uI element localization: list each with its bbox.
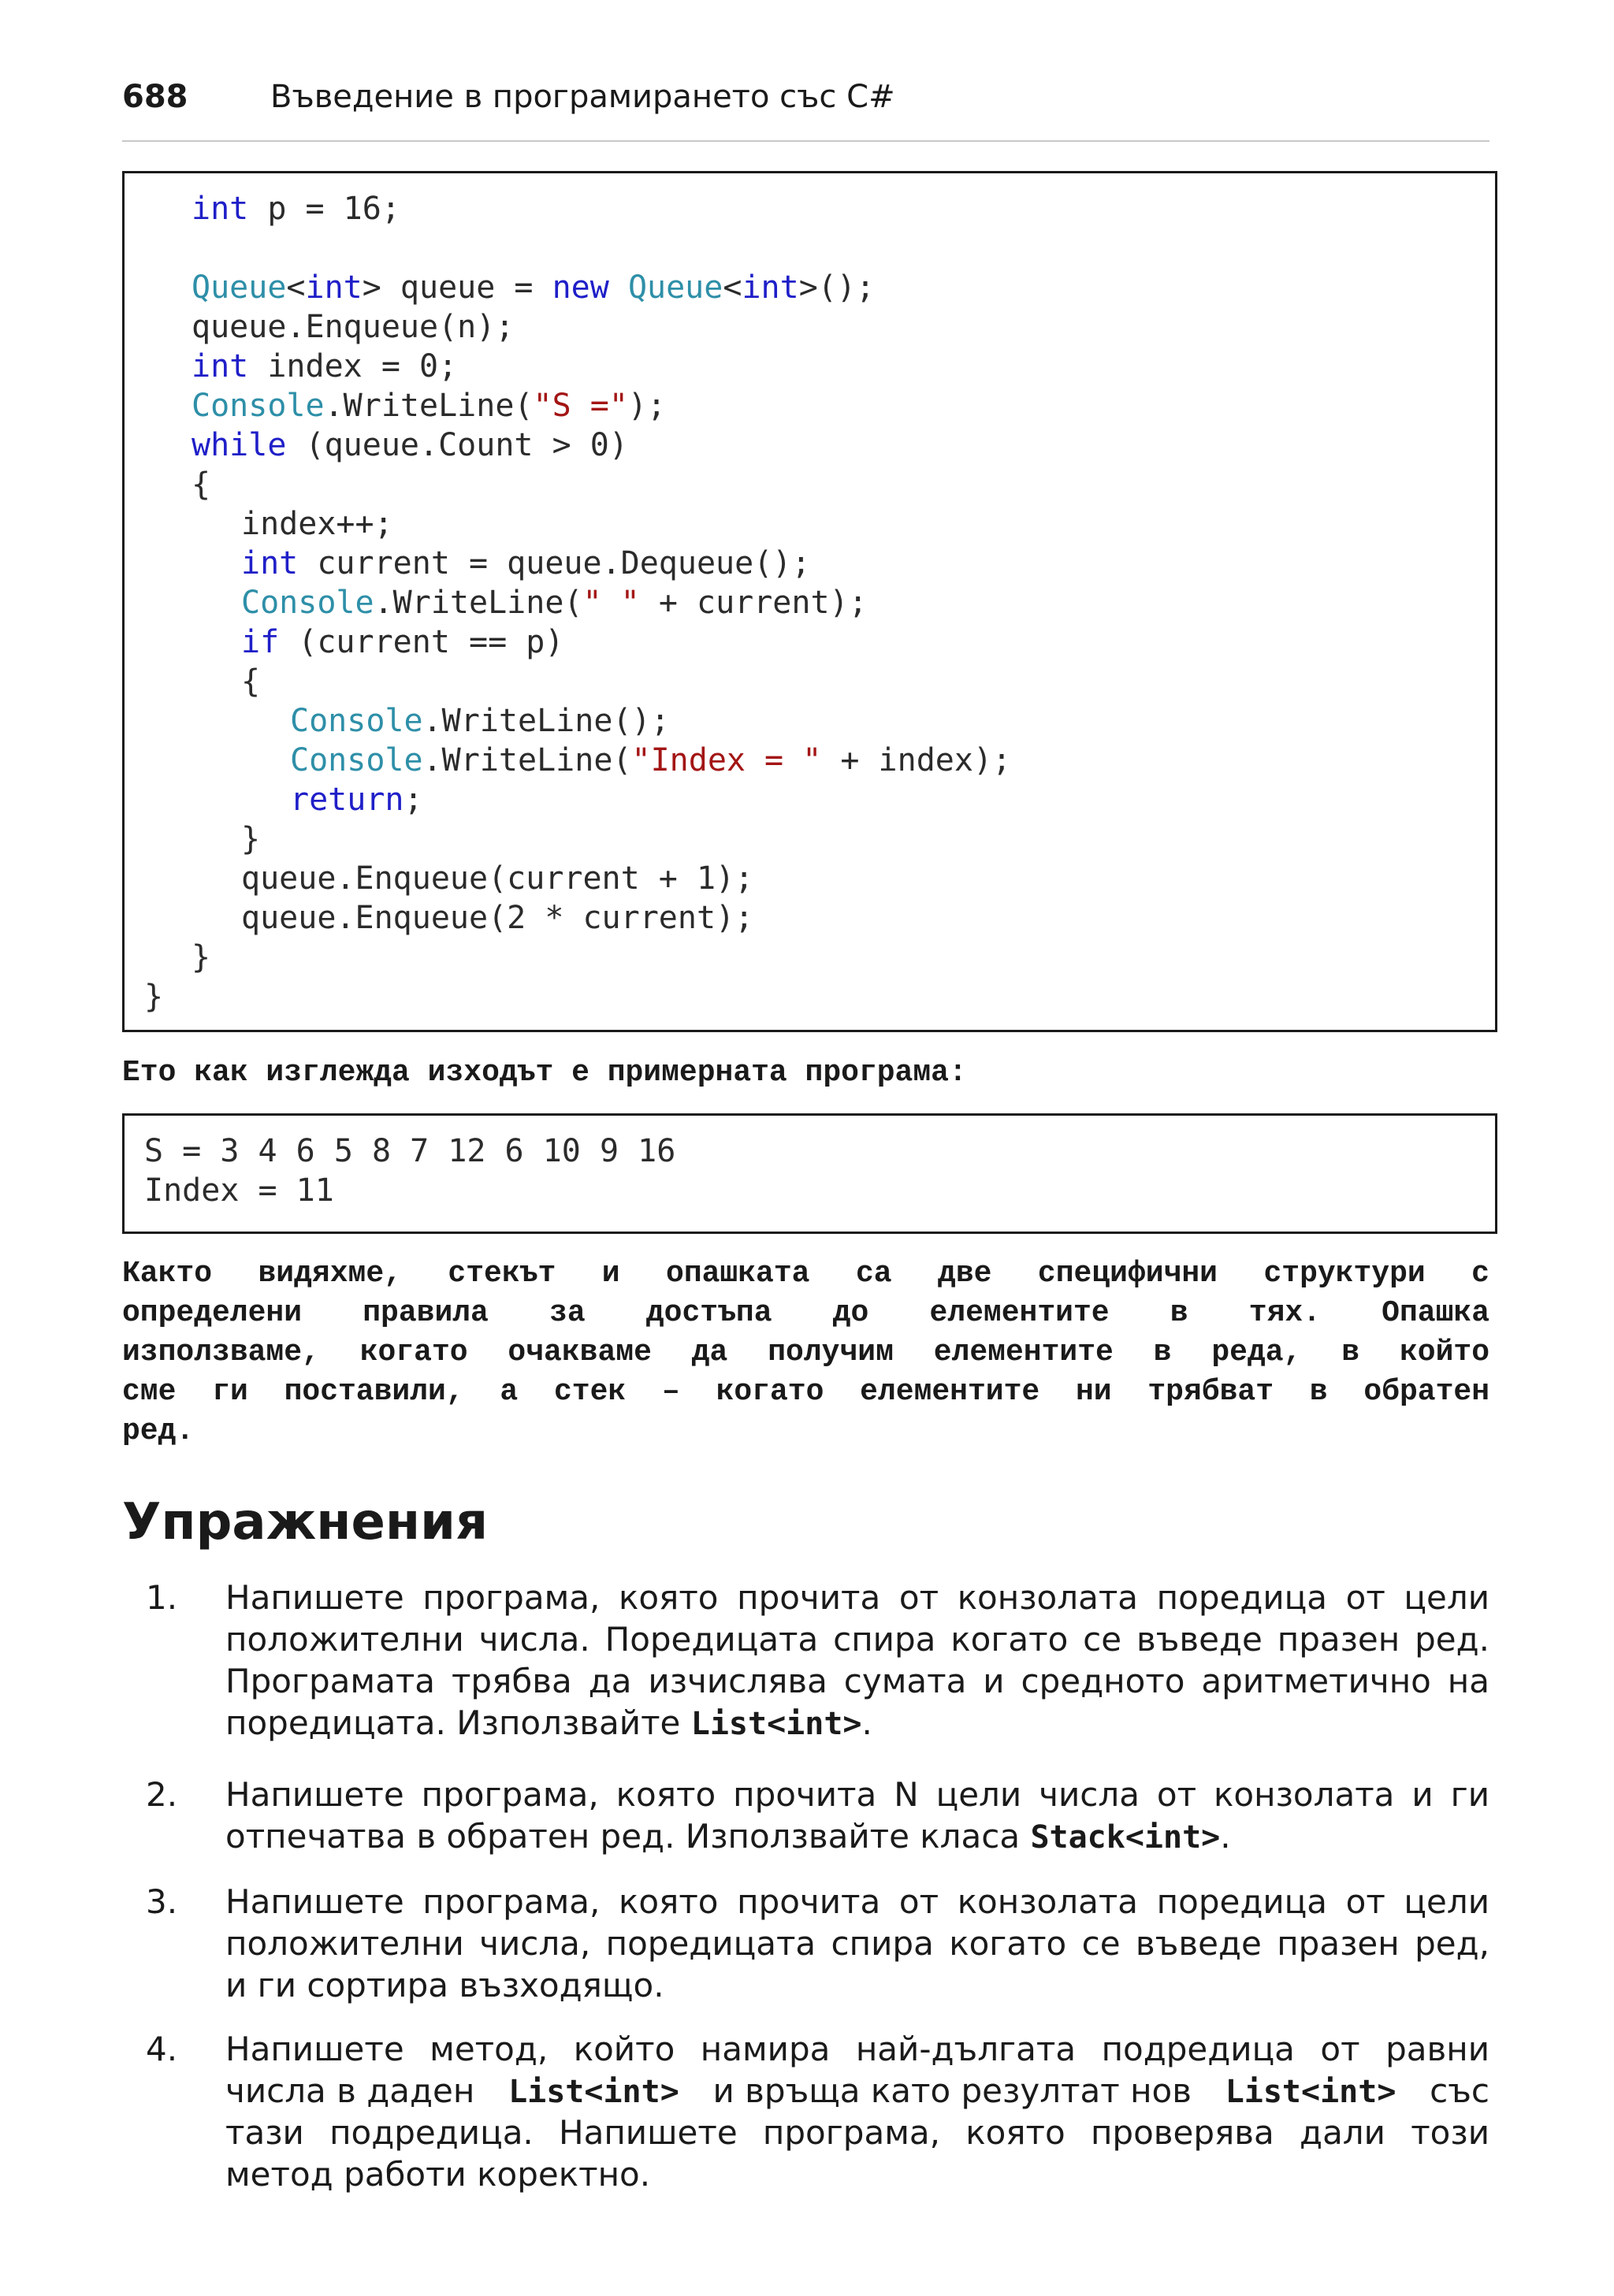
exercise-line bbox=[225, 1817, 1489, 1856]
exercise-text: отпечатва в обратен ред. Използвайте класа bbox=[225, 1817, 1031, 1856]
exercise-number: 1. bbox=[146, 1578, 178, 1617]
conclusion-line: ред. bbox=[122, 1414, 195, 1448]
code-text: ; bbox=[404, 782, 423, 818]
exercise-line: и ги сортира възходящо. bbox=[225, 1966, 664, 2004]
code-text: > queue = bbox=[362, 269, 552, 306]
exercise-line: положителни числа. Поредицата спира когато се въведе празен ред. bbox=[225, 1620, 1489, 1659]
code-line: queue.Enqueue(2 * current); bbox=[241, 900, 754, 936]
code-text: .WriteLine( bbox=[374, 585, 583, 621]
code-text: < bbox=[723, 269, 742, 306]
exercise-number: 4. bbox=[146, 2030, 178, 2068]
code-text: ); bbox=[627, 388, 667, 424]
conclusion-line: сме ги поставили, а стек – когато елементите ни трябват в обратен bbox=[122, 1375, 1489, 1409]
code-keyword: new bbox=[552, 269, 609, 306]
conclusion-line: използваме, когато очакваме да получим елементите в реда, в който bbox=[122, 1336, 1489, 1369]
code-listing bbox=[122, 171, 1497, 1032]
code-type: Console bbox=[290, 742, 423, 778]
code-text: >(); bbox=[798, 269, 876, 306]
code-line: { bbox=[192, 466, 211, 503]
code-line: } bbox=[192, 939, 211, 975]
code-line bbox=[290, 703, 670, 739]
code-type: Console bbox=[192, 388, 325, 424]
page-number: 688 bbox=[122, 79, 188, 115]
code-string: " " bbox=[582, 585, 640, 621]
exercise-text: поредицата. Използвайте bbox=[225, 1703, 691, 1742]
exercise-number: 3. bbox=[146, 1882, 178, 1921]
code-keyword: int bbox=[241, 545, 299, 581]
exercise-text: . bbox=[1220, 1817, 1231, 1856]
exercise-text: . bbox=[861, 1703, 872, 1742]
code-line: queue.Enqueue(current + 1); bbox=[241, 860, 754, 897]
code-text bbox=[609, 269, 628, 306]
code-line bbox=[192, 269, 875, 306]
code-text: .WriteLine( bbox=[422, 742, 632, 778]
code-line: { bbox=[241, 663, 261, 700]
book-title: Въведение в програмирането със C# bbox=[270, 79, 895, 115]
exercise-line: Напишете програма, която прочита от конзолата поредица от цели bbox=[225, 1882, 1489, 1921]
code-line bbox=[241, 545, 810, 581]
code-text: p = 16; bbox=[248, 191, 400, 227]
code-line bbox=[241, 585, 868, 621]
exercise-text: и връща като резултат нов bbox=[712, 2071, 1192, 2110]
code-string: "S =" bbox=[533, 388, 628, 424]
exercise-line: метод работи коректно. bbox=[225, 2155, 651, 2194]
code-type: Console bbox=[241, 585, 374, 621]
exercise-text: числа в даден bbox=[225, 2071, 475, 2110]
exercise-line: Програмата трябва да изчислява сумата и средното аритметично на bbox=[225, 1662, 1489, 1700]
exercise-line bbox=[225, 1703, 1489, 1742]
code-line: queue.Enqueue(n); bbox=[192, 309, 515, 345]
code-type: Queue bbox=[627, 269, 723, 306]
code-line: index++; bbox=[241, 506, 393, 542]
code-text: (queue.Count > 0) bbox=[286, 427, 628, 463]
exercise-number: 2. bbox=[146, 1775, 178, 1814]
code-keyword: return bbox=[290, 782, 404, 818]
code-text: + current); bbox=[639, 585, 868, 621]
code-line bbox=[192, 427, 628, 463]
code-text: (current == p) bbox=[279, 624, 564, 660]
output-line: S = 3 4 6 5 8 7 12 6 10 9 16 bbox=[144, 1133, 676, 1169]
code-string: "Index = " bbox=[631, 742, 822, 778]
code-line: } bbox=[241, 821, 261, 857]
inline-code: List<int> bbox=[690, 1706, 862, 1742]
code-text: .WriteLine(); bbox=[422, 703, 670, 739]
code-keyword: while bbox=[192, 427, 287, 463]
output-box bbox=[122, 1113, 1497, 1234]
exercise-line: положителни числа, поредицата спира когато се въведе празен ред, bbox=[225, 1924, 1489, 1963]
code-type: Queue bbox=[192, 269, 287, 306]
code-text: index = 0; bbox=[248, 348, 458, 385]
section-title: Упражнения bbox=[122, 1493, 489, 1551]
exercise-line: Напишете програма, която прочита от конзолата поредица от цели bbox=[225, 1578, 1489, 1617]
code-text: current = queue.Dequeue(); bbox=[298, 545, 811, 581]
code-line bbox=[290, 782, 423, 818]
code-line bbox=[290, 742, 1011, 778]
code-line bbox=[192, 348, 457, 385]
exercise-line: тази подредица. Напишете програма, която проверява дали този bbox=[225, 2113, 1489, 2152]
conclusion-line: определени правила за достъпа до елементите в тях. Опашка bbox=[122, 1296, 1489, 1330]
inline-code: List<int> bbox=[1225, 2074, 1396, 2110]
code-keyword: int bbox=[742, 269, 799, 306]
code-text: + index); bbox=[821, 742, 1012, 778]
code-line bbox=[192, 191, 400, 227]
inline-code: List<int> bbox=[508, 2074, 679, 2110]
page-header bbox=[122, 79, 1489, 142]
exercise-line bbox=[225, 2071, 1489, 2110]
code-type: Console bbox=[290, 703, 423, 739]
code-line bbox=[241, 624, 563, 660]
code-line: } bbox=[144, 979, 164, 1015]
output-line: Index = 11 bbox=[144, 1172, 334, 1209]
code-line bbox=[192, 388, 666, 424]
code-keyword: int bbox=[192, 191, 249, 227]
code-keyword: int bbox=[192, 348, 249, 385]
code-text: .WriteLine( bbox=[324, 388, 534, 424]
code-text: < bbox=[286, 269, 306, 306]
conclusion-line: Както видяхме, стекът и опашката са две специфични структури с bbox=[122, 1257, 1489, 1291]
exercise-line: Напишете метод, който намира най-дългата подредица от равни bbox=[225, 2030, 1489, 2068]
exercise-line: Напишете програма, която прочита N цели числа от конзолата и ги bbox=[225, 1775, 1489, 1814]
code-keyword: int bbox=[305, 269, 363, 306]
code-keyword: if bbox=[241, 624, 280, 660]
output-label: Ето как изглежда изходът е примерната програма: bbox=[122, 1056, 967, 1090]
exercise-text: със bbox=[1430, 2071, 1489, 2110]
inline-code: Stack<int> bbox=[1030, 1819, 1221, 1856]
